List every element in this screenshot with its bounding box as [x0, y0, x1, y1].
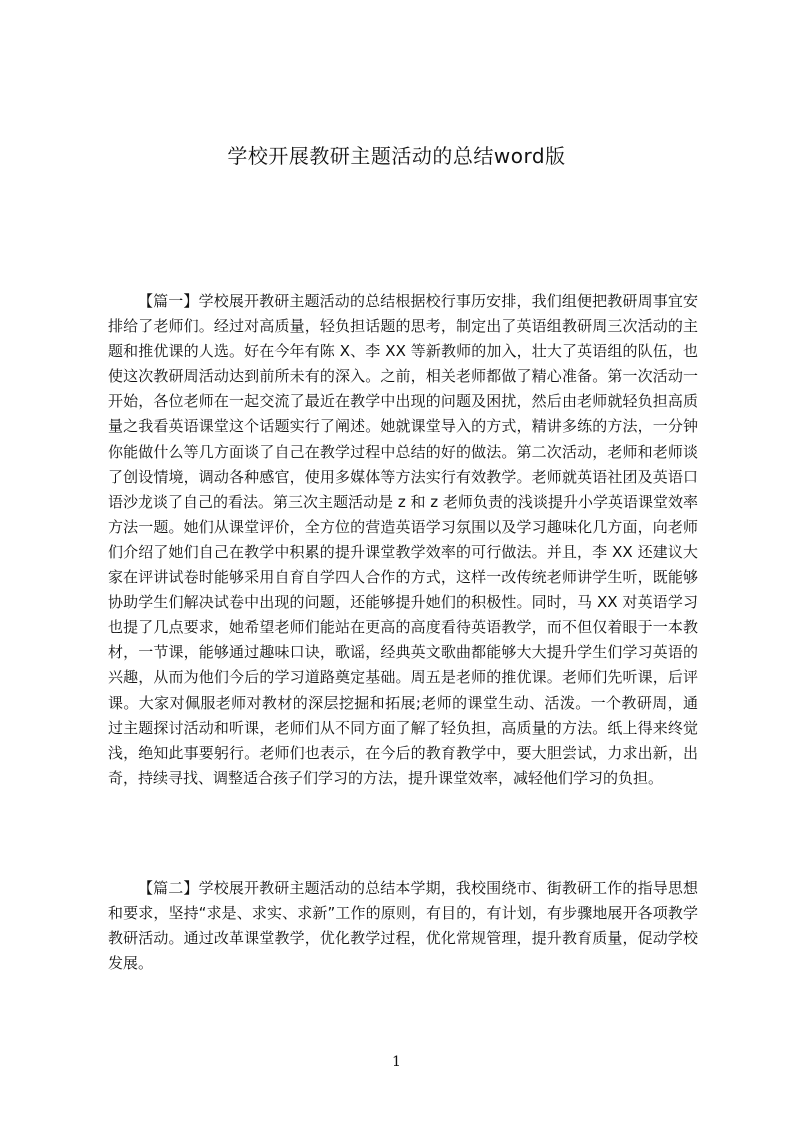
page-number: 1	[392, 1054, 401, 1070]
section-2-paragraph	[108, 876, 698, 976]
section-2-heading: 【篇二】	[138, 879, 199, 897]
section-2	[108, 876, 698, 986]
section-1	[108, 289, 698, 849]
section-2-text: 学校展开教研主题活动的总结本学期，我校围绕市、街教研工作的指导思想和要求，坚持“求是、求实、求新”工作的原则，有目的，有计划，有步骤地展开各项教学教研活动。通过改革课堂教学，优化教学过程，优化常规管理，提升教育质量，促动学校发展。	[108, 879, 698, 973]
section-1-heading: 【篇一】	[138, 292, 199, 310]
section-1-text: 学校展开教研主题活动的总结根据校行事历安排，我们组便把教研周事宜安排给了老师们。经过对高质量，轻负担话题的思考，制定出了英语组教研周三次活动的主题和推优课的人选。好在今年有陈 X、李 XX 等新教师的加入，壮大了英语组的队伍，也使这次教研周活动达到前所未有的深入。之前，相关老师都做了精心准备。第一次活动一开始，各位老师在一起交流了最近在教学中出现的问题及困扰，然后由老师就轻负担高质量之我看英语课堂这个话题实行了阐述。她就课堂导入的方式，精讲多练的方法，一分钟你能做什么等几方面谈了自己在教学过程中总结的好的做法。第二次活动，老师和老师谈了创设情境，调动各种感官，使用多媒体等方法实行有效教学。老师就英语社团及英语口语沙龙谈了自己的看法。第三次主题活动是 z 和 z 老师负责的浅谈提升小学英语课堂效率方法一题。她们从课堂评价，全方位的营造英语学习氛围以及学习趣味化几方面，向老师们介绍了她们自己在教学中积累的提升课堂教学效率的可行做法。并且，李 XX 还建议大家在评讲试卷时能够采用自育自学四人合作的方式，这样一改传统老师讲学生听，既能够协助学生们解决试卷中出现的问题，还能够提升她们的积极性。同时，马 XX 对英语学习也提了几点要求，她希望老师们能站在更高的高度看待英语教学，而不但仅着眼于一本教材，一节课，能够通过趣味口诀，歌谣，经典英文歌曲都能够大大提升学生们学习英语的兴趣，从而为他们今后的学习道路奠定基础。周五是老师的推优课。老师们先听课，后评课。大家对佩服老师对教材的深层挖掘和拓展;老师的课堂生动、活泼。一个教研周，通过主题探讨活动和听课，老师们从不同方面了解了轻负担，高质量的方法。纸上得来终觉浅，绝知此事要躬行。老师们也表示，在今后的教育教学中，要大胆尝试，力求出新，出奇，持续寻找、调整适合孩子们学习的方法，提升课堂效率，减轻他们学习的负担。	[108, 292, 698, 787]
section-1-paragraph	[108, 289, 698, 791]
document-title: 学校开展教研主题活动的总结word版	[227, 144, 566, 168]
